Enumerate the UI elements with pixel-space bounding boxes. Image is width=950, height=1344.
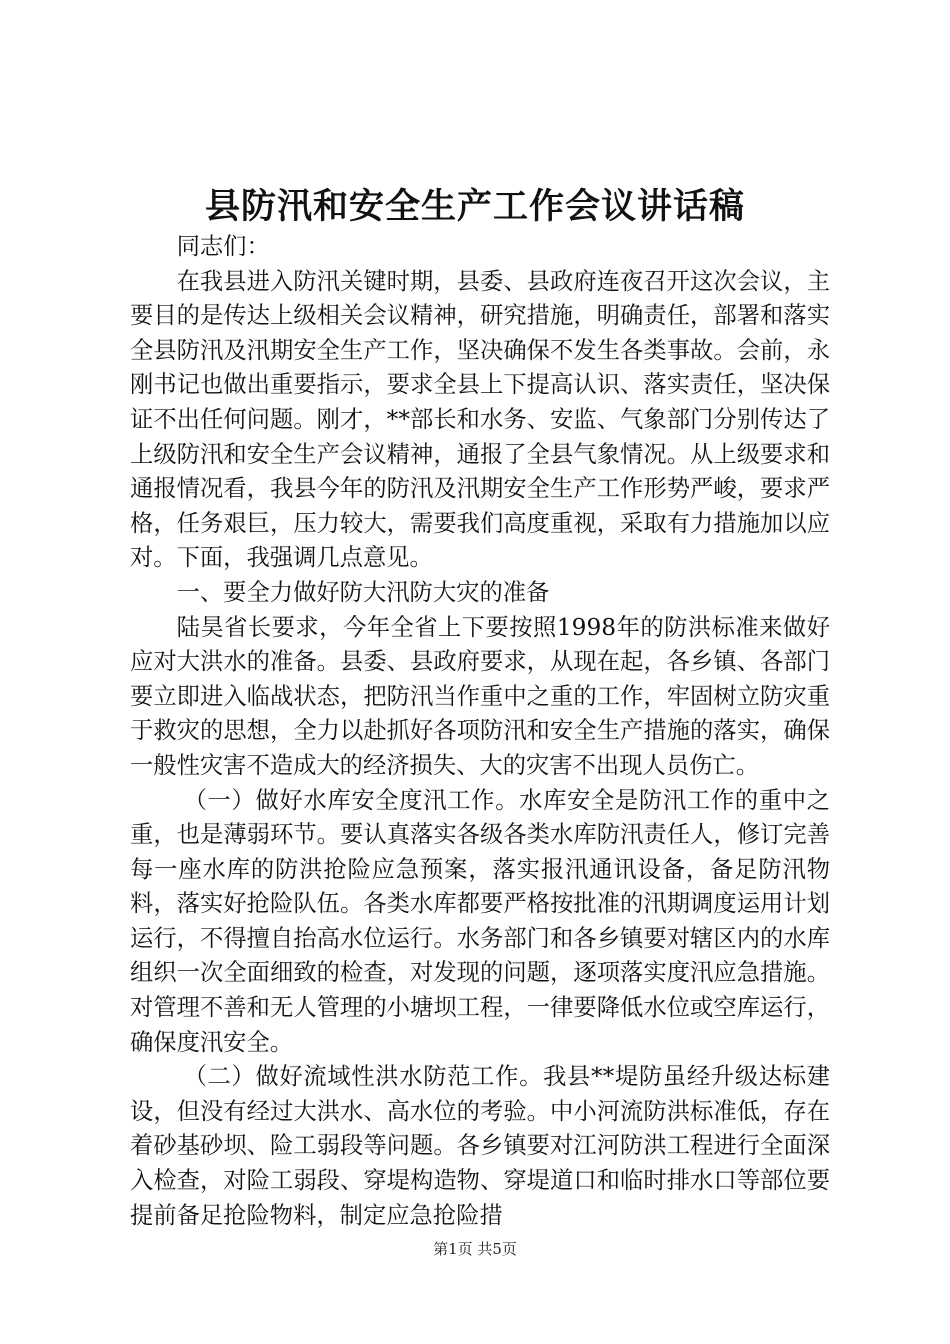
section-heading-1: 一、要全力做好防大汛防大灾的准备 [176,578,550,606]
salutation: 同志们： [176,233,270,260]
document-body [130,230,830,1233]
paragraph-intro: 在我县进入防汛关键时期，县委、县政府连夜召开这次会议，主要目的是传达上级相关会议精神，研究措施，明确责任，部署和落实全县防汛及汛期安全生产工作，坚决确保不发生各类事故。会前，永刚书记也做出重要指示，要求全县上下提高认识、落实责任，坚决保证不出任何问题。刚才，**部长和水务、安监、气象部门分别传达了上级防汛和安全生产会议精神，通报了全县气象情况。从上级要求和通报情况看，我县今年的防汛及汛期安全生产工作形势严峻，要求严格，任务艰巨，压力较大，需要我们高度重视，采取有力措施加以应对。下面，我强调几点意见。 [130,267,830,572]
document-title: 县防汛和安全生产工作会议讲话稿 [204,186,745,227]
paragraph-section-1: 陆昊省长要求，今年全省上下要按照1998年的防洪标准来做好应对大洪水的准备。县委、县政府要求，从现在起，各乡镇、各部门要立即进入临战状态，把防汛当作重中之重的工作，牢固树立防灾重于救灾的思想，全力以赴抓好各项防汛和安全生产措施的落实，确保一般性灾害不造成大的经济损失、大的灾害不出现人员伤亡。 [130,613,830,779]
page-number-footer: 第1页 共5页 [433,1240,517,1258]
paragraph-subsection-2: （二）做好流域性洪水防范工作。我县**堤防虽经升级达标建设，但没有经过大洪水、高水位的考验。中小河流防洪标准低，存在着砂基砂坝、险工弱段等问题。各乡镇要对江河防洪工程进行全面深入检查，对险工弱段、穿堤构造物、穿堤道口和临时排水口等部位要提前备足抢险物料，制定应急抢险措 [130,1063,830,1229]
paragraph-subsection-1: （一）做好水库安全度汛工作。水库安全是防汛工作的重中之重，也是薄弱环节。要认真落实各级各类水库防汛责任人，修订完善每一座水库的防洪抢险应急预案，落实报汛通讯设备，备足防汛物料，落实好抢险队伍。各类水库都要严格按批准的汛期调度运用计划运行，不得擅自抬高水位运行。水务部门和各乡镇要对辖区内的水库组织一次全面细致的检查，对发现的问题，逐项落实度汛应急措施。对管理不善和无人管理的小塘坝工程，一律要降低水位或空库运行，确保度汛安全。 [130,786,830,1056]
